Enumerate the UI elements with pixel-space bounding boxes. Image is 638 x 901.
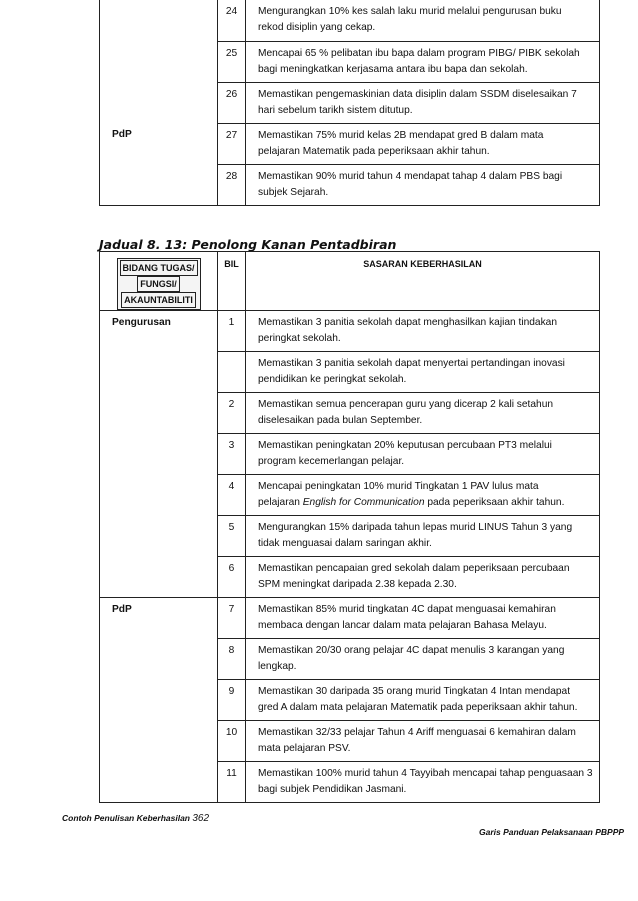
table-penolong-kanan — [99, 251, 600, 803]
table-row — [100, 598, 600, 639]
row-bil: 27 — [218, 123, 246, 164]
table-row — [100, 762, 600, 803]
table-row — [100, 123, 600, 164]
target-line: Memastikan 3 panitia sekolah dapat menyertai pertandingan inovasi — [258, 358, 565, 369]
row-field — [100, 639, 218, 680]
row-field — [100, 516, 218, 557]
table-row — [100, 721, 600, 762]
row-field: PdP — [100, 123, 218, 164]
header-bil: BIL — [218, 252, 246, 311]
target-line: Memastikan peningkatan 20% keputusan percubaan PT3 melalui — [258, 440, 552, 451]
row-target — [246, 639, 600, 680]
row-target — [246, 393, 600, 434]
target-line: Mencapai peningkatan 10% murid Tingkatan 1 PAV lulus mata — [258, 481, 539, 492]
target-line: pelajaran English for Communication pada peperiksaan akhir tahun. — [258, 497, 565, 508]
row-field: Pengurusan — [100, 311, 218, 352]
row-field — [100, 393, 218, 434]
row-target — [246, 516, 600, 557]
target-line: Memastikan pencapaian gred sekolah dalam peperiksaan percubaan — [258, 563, 570, 574]
target-line: gred A dalam mata pelajaran Matematik pada peperiksaan akhir tahun. — [258, 702, 578, 713]
row-target — [246, 434, 600, 475]
target-line: membaca dengan lancar dalam mata pelajaran Bahasa Melayu. — [258, 620, 547, 631]
row-bil: 2 — [218, 393, 246, 434]
row-target — [246, 557, 600, 598]
row-target — [246, 123, 600, 164]
footer-right: Garis Panduan Pelaksanaan PBPPP — [479, 827, 625, 837]
target-line: Memastikan semua pencerapan guru yang dicerap 2 kali setahun — [258, 399, 554, 410]
table-row — [100, 82, 600, 123]
target-line: Memastikan 75% murid kelas 2B mendapat gred B dalam mata — [258, 129, 544, 141]
row-bil: 9 — [218, 680, 246, 721]
table-row — [100, 311, 600, 352]
row-target — [246, 0, 600, 41]
row-field — [100, 721, 218, 762]
target-line: pendidikan ke peringkat sekolah. — [258, 374, 407, 385]
table-row — [100, 352, 600, 393]
table-row — [100, 557, 600, 598]
row-field — [100, 475, 218, 516]
target-line: Memastikan 85% murid tingkatan 4C dapat menguasai kemahiran — [258, 604, 556, 615]
row-field — [100, 762, 218, 803]
row-field — [100, 41, 218, 82]
row-field: PdP — [100, 598, 218, 639]
footer-left: Contoh Penulisan Keberhasilan 362 — [62, 813, 210, 824]
target-line: subjek Sejarah. — [258, 186, 329, 198]
row-target — [246, 82, 600, 123]
row-field — [100, 352, 218, 393]
row-field — [100, 0, 218, 41]
target-line: rekod disiplin yang cekap. — [258, 22, 376, 33]
table-continued — [99, 0, 600, 206]
target-line: Memastikan 32/33 pelajar Tahun 4 Ariff menguasai 6 kemahiran dalam — [258, 727, 576, 738]
row-target — [246, 680, 600, 721]
row-field — [100, 557, 218, 598]
table-row — [100, 639, 600, 680]
target-line: diselesaikan pada bulan September. — [258, 415, 423, 426]
target-line: Memastikan 3 panitia sekolah dapat menghasilkan kajian tindakan — [258, 317, 558, 328]
row-bil: 1 — [218, 311, 246, 352]
row-field — [100, 82, 218, 123]
table-row — [100, 516, 600, 557]
row-target — [246, 164, 600, 205]
table-row — [100, 41, 600, 82]
target-line: Mencapai 65 % pelibatan ibu bapa dalam program PIBG/ PIBK sekolah — [258, 47, 580, 59]
row-bil: 10 — [218, 721, 246, 762]
target-line: Memastikan 90% murid tahun 4 mendapat tahap 4 dalam PBS bagi — [258, 170, 563, 182]
target-line: SPM meningkat daripada 2.38 kepada 2.30. — [258, 579, 457, 590]
target-line: pelajaran Matematik pada peperiksaan akhir tahun. — [258, 145, 490, 157]
row-bil — [218, 352, 246, 393]
target-line: peringkat sekolah. — [258, 333, 341, 344]
row-bil: 6 — [218, 557, 246, 598]
table-row — [100, 434, 600, 475]
row-bil: 26 — [218, 82, 246, 123]
row-target — [246, 41, 600, 82]
row-bil: 25 — [218, 41, 246, 82]
row-target — [246, 598, 600, 639]
table-row — [100, 164, 600, 205]
row-bil: 3 — [218, 434, 246, 475]
table-caption: Jadual 8. 13: Penolong Kanan Pentadbiran — [99, 237, 397, 252]
target-line: bagi meningkatkan kerjasama antara ibu bapa dan sekolah. — [258, 63, 528, 75]
row-bil: 11 — [218, 762, 246, 803]
page-number: 362 — [192, 813, 210, 824]
row-target — [246, 762, 600, 803]
target-line: program kecemerlangan pelajar. — [258, 456, 405, 467]
row-field — [100, 164, 218, 205]
table-row — [100, 0, 600, 41]
target-line: Memastikan 30 daripada 35 orang murid Tingkatan 4 Intan mendapat — [258, 686, 571, 697]
target-line: Mengurangkan 15% daripada tahun lepas murid LINUS Tahun 3 yang — [258, 522, 573, 533]
row-target — [246, 721, 600, 762]
row-field — [100, 434, 218, 475]
target-line: mata pelajaran PSV. — [258, 743, 351, 754]
row-bil: 28 — [218, 164, 246, 205]
target-line: Memastikan 100% murid tahun 4 Tayyibah mencapai tahap penguasaan 3 — [258, 768, 593, 779]
table-row — [100, 393, 600, 434]
target-line: bagi subjek Pendidikan Jasmani. — [258, 784, 407, 795]
table-row — [100, 680, 600, 721]
row-target — [246, 475, 600, 516]
row-bil: 8 — [218, 639, 246, 680]
target-line: tidak menguasai dalam saringan akhir. — [258, 538, 432, 549]
target-line: hari sebelum tarikh sistem ditutup. — [258, 104, 413, 116]
header-target: SASARAN KEBERHASILAN — [246, 252, 600, 311]
row-field — [100, 680, 218, 721]
target-line: Mengurangkan 10% kes salah laku murid melalui pengurusan buku — [258, 6, 562, 17]
header-field: BIDANG TUGAS/ FUNGSI/ AKAUNTABILITI — [100, 252, 218, 311]
table-row — [100, 475, 600, 516]
row-bil: 5 — [218, 516, 246, 557]
target-line: Memastikan pengemaskinian data disiplin dalam SSDM diselesaikan 7 — [258, 88, 577, 100]
row-bil: 4 — [218, 475, 246, 516]
row-target — [246, 352, 600, 393]
target-line: Memastikan 20/30 orang pelajar 4C dapat menulis 3 karangan yang lengkap. — [258, 645, 565, 672]
row-bil: 7 — [218, 598, 246, 639]
row-target — [246, 311, 600, 352]
table-header-row — [100, 252, 600, 311]
row-bil: 24 — [218, 0, 246, 41]
